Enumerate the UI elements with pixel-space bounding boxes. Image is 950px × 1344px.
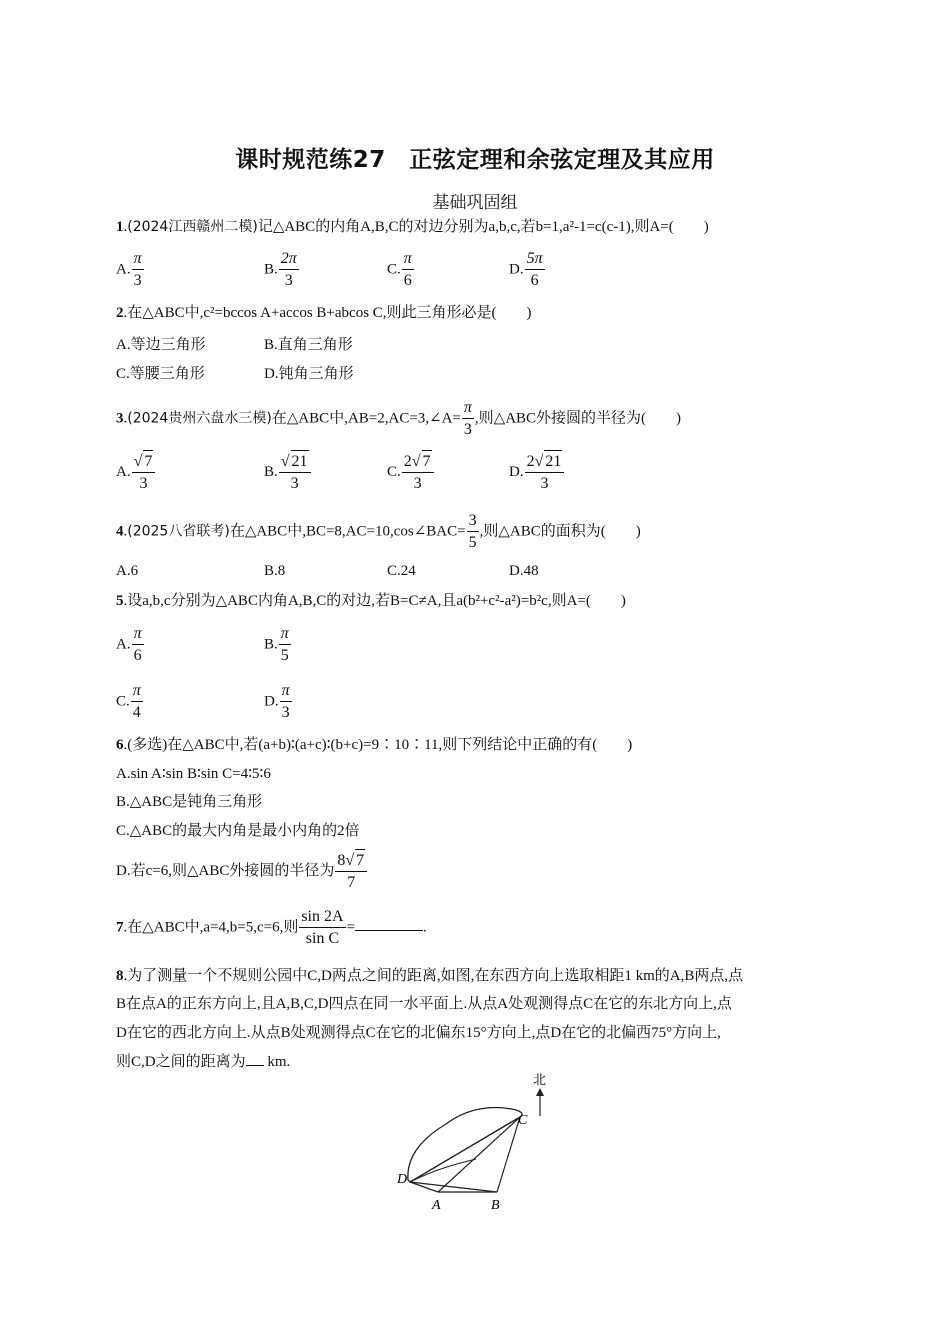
q2-option-c[interactable]: C.等腰三角形 <box>116 366 205 382</box>
q2-option-d[interactable]: D.钝角三角形 <box>264 366 354 382</box>
question-text: (多选)在△ABC中,若(a+b)∶(a+c)∶(b+c)=9∶10∶11,则下列结论中正确的有( ) <box>127 737 633 753</box>
question-text-line2: B在点A的正东方向上,且A,B,C,D四点在同一水平面上.从点A处观测得点C在它的东北方向上,点 <box>116 996 732 1012</box>
q1-option-b[interactable] <box>264 248 300 292</box>
equals-sign: = <box>346 919 356 936</box>
unit: km. <box>267 1054 291 1070</box>
point-label-a: A <box>432 1198 441 1213</box>
q1-option-c[interactable] <box>387 248 415 292</box>
q2-option-a[interactable]: A.等边三角形 <box>116 337 206 353</box>
coef: 8 <box>337 852 346 869</box>
q6-option-c[interactable]: C.△ABC的最大内角是最小内角的2倍 <box>116 823 360 839</box>
frac-num: π <box>131 680 143 702</box>
frac-den: 3 <box>463 421 472 438</box>
q1-option-d[interactable] <box>509 248 546 292</box>
frac-den: 3 <box>290 475 299 492</box>
frac-num: π <box>132 248 144 270</box>
coef: 2 <box>526 453 535 470</box>
frac-num: sin 2A <box>299 906 345 928</box>
frac-num: 5π <box>525 248 545 270</box>
question-7: 7.在△ABC中,a=4,b=5,c=6,则 $\frac{\sin 2A}{\text{sin C}}$ = . <box>116 906 427 950</box>
q5-option-b[interactable] <box>264 623 292 667</box>
question-number: 4 <box>116 523 124 540</box>
coef: 2 <box>403 453 412 470</box>
question-8: 8.为了测量一个不规则公园中C,D两点之间的距离,如图,在东西方向上选取相距1 km的A,B两点,点 <box>116 968 744 984</box>
frac-den: 7 <box>347 874 356 891</box>
point-label-c: C <box>518 1113 528 1128</box>
question-text: 在△ABC中,BC=8,AC=10,cos∠BAC= <box>229 523 466 540</box>
option-label: B. <box>264 261 278 278</box>
q4-option-c[interactable]: C.24 <box>387 563 416 579</box>
frac-den: sin C <box>305 930 340 947</box>
frac-den: 6 <box>403 272 412 289</box>
segment-ac <box>438 1117 520 1192</box>
q3-option-c[interactable]: C. $\frac{2√ 7}{3}$ <box>387 450 435 495</box>
question-text-line1: 为了测量一个不规则公园中C,D两点之间的距离,如图,在东西方向上选取相距1 km的A,B两点,点 <box>127 968 744 984</box>
radicand: 21 <box>291 450 309 472</box>
frac-den: 3 <box>139 475 148 492</box>
option-label: A. <box>116 636 131 653</box>
frac-num: 3 <box>467 510 479 532</box>
question-number: 6 <box>116 737 124 753</box>
q4-option-d[interactable]: D.48 <box>509 563 539 579</box>
option-label: C. <box>387 261 401 278</box>
question-number: 3 <box>116 410 124 427</box>
north-label: 北 <box>533 1073 547 1088</box>
answer-blank[interactable] <box>246 1051 264 1066</box>
frac-den: 6 <box>133 647 142 664</box>
q3-option-b[interactable]: B. $\frac{√ 21}{3}$ <box>264 450 312 495</box>
question-text-line3: D在它的西北方向上.从点B处观测得点C在它的北偏东15°方向上,点D在它的北偏西75°方向上, <box>116 1025 721 1041</box>
question-1: 1.(2024江西赣州二模)记△ABC的内角A,B,C的对边分别为a,b,c,若b=1,a²-1=c(c-1),则A=( ) <box>116 219 709 235</box>
question-text: 则C,D之间的距离为 <box>116 1054 246 1070</box>
question-source: (2024江西赣州二模) <box>127 219 258 235</box>
question-number: 8 <box>116 968 124 984</box>
frac-num: π <box>402 248 414 270</box>
q5-option-d[interactable] <box>264 680 293 724</box>
frac-den: 6 <box>530 272 539 289</box>
q3-option-a[interactable]: A. $\frac{√ 7}{3}$ <box>116 450 156 495</box>
option-label: D. <box>264 693 279 710</box>
question-text-tail: ,则△ABC外接圆的半径为( ) <box>474 410 682 427</box>
q2-option-b[interactable]: B.直角三角形 <box>264 337 353 353</box>
option-label: B. <box>264 463 278 480</box>
point-label-b: B <box>491 1198 500 1213</box>
q3-option-d[interactable]: D. $\frac{2√ 21}{3}$ <box>509 450 565 495</box>
point-label-d: D <box>397 1172 408 1187</box>
option-label: D. <box>509 463 524 480</box>
question-text: 在△ABC中,AB=2,AC=3,∠A= <box>271 410 461 427</box>
option-label: C. <box>387 463 401 480</box>
frac-den: 5 <box>468 534 477 551</box>
question-number: 5 <box>116 593 124 609</box>
question-source: (2024贵州六盘水三模) <box>127 410 272 427</box>
north-arrow-icon <box>536 1088 544 1096</box>
radicand: 7 <box>422 450 432 472</box>
option-label: C. <box>116 693 130 710</box>
frac-den: 3 <box>133 272 142 289</box>
park-outline <box>408 1108 522 1182</box>
section-subtitle: 基础巩固组 <box>432 193 518 213</box>
radicand: 7 <box>143 450 153 472</box>
frac-den: 3 <box>284 272 293 289</box>
frac-den: 3 <box>281 704 290 721</box>
q6-option-b[interactable]: B.△ABC是钝角三角形 <box>116 794 263 810</box>
frac-num: π <box>280 680 292 702</box>
question-number: 7 <box>116 919 124 936</box>
frac-num: π <box>462 397 474 419</box>
option-label: D. <box>509 261 524 278</box>
question-text: 设a,b,c分别为△ABC内角A,B,C的对边,若B=C≠A,且a(b²+c²-a²)=b²c,则A=( ) <box>127 593 626 609</box>
question-5: 5.设a,b,c分别为△ABC内角A,B,C的对边,若B=C≠A,且a(b²+c²-a²)=b²c,则A=( ) <box>116 593 626 609</box>
option-label: A. <box>116 463 131 480</box>
question-number: 1 <box>116 219 124 235</box>
frac-den: 3 <box>540 475 549 492</box>
q4-option-b[interactable]: B.8 <box>264 563 286 579</box>
q1-option-a[interactable] <box>116 248 145 292</box>
park-diagram <box>396 1064 576 1214</box>
question-text: 在△ABC中,a=4,b=5,c=6,则 <box>127 919 299 936</box>
q5-option-c[interactable] <box>116 680 144 724</box>
option-text: D.若c=6,则△ABC外接圆的半径为 <box>116 862 335 879</box>
period: . <box>423 919 427 936</box>
q6-option-a[interactable]: A.sin A∶sin B∶sin C=4∶5∶6 <box>116 766 271 782</box>
question-4: 4.(2025八省联考)在△ABC中,BC=8,AC=10,cos∠BAC= $\frac{3}{5}$ ,则△ABC的面积为( ) <box>116 510 641 554</box>
option-label: B. <box>264 636 278 653</box>
question-text-line4 <box>116 1051 290 1072</box>
frac-num: 2π <box>279 248 299 270</box>
page-title: 课时规范练27 正弦定理和余弦定理及其应用 <box>235 147 715 173</box>
question-text-tail: ,则△ABC的面积为( ) <box>479 523 641 540</box>
radicand: 21 <box>544 450 562 472</box>
question-3: 3.(2024贵州六盘水三模)在△ABC中,AB=2,AC=3,∠A= $\frac{\pi}{3}$ ,则△ABC外接圆的半径为( ) <box>116 397 681 441</box>
frac-num: π <box>132 623 144 645</box>
option-label: A. <box>116 261 131 278</box>
frac-den: 3 <box>413 475 422 492</box>
q5-option-a[interactable] <box>116 623 145 667</box>
question-2: 2.在△ABC中,c²=bccos A+accos B+abcos C,则此三角形必是( ) <box>116 305 532 321</box>
question-number: 2 <box>116 305 124 321</box>
frac-num: π <box>279 623 291 645</box>
frac-den: 5 <box>280 647 289 664</box>
question-text: 记△ABC的内角A,B,C的对边分别为a,b,c,若b=1,a²-1=c(c-1),则A=( ) <box>257 219 709 235</box>
question-source: (2025八省联考) <box>127 523 230 540</box>
q4-option-a[interactable]: A.6 <box>116 563 139 579</box>
frac-den: 4 <box>132 704 141 721</box>
radicand: 7 <box>355 849 365 871</box>
answer-blank[interactable] <box>355 916 423 931</box>
question-text: 在△ABC中,c²=bccos A+accos B+abcos C,则此三角形必是( ) <box>127 305 532 321</box>
question-6: 6.(多选)在△ABC中,若(a+b)∶(a+c)∶(b+c)=9∶10∶11,则下列结论中正确的有( ) <box>116 737 633 753</box>
q6-option-d[interactable]: D.若c=6,则△ABC外接圆的半径为 $\frac{8√ 7}{7}$ <box>116 849 368 894</box>
